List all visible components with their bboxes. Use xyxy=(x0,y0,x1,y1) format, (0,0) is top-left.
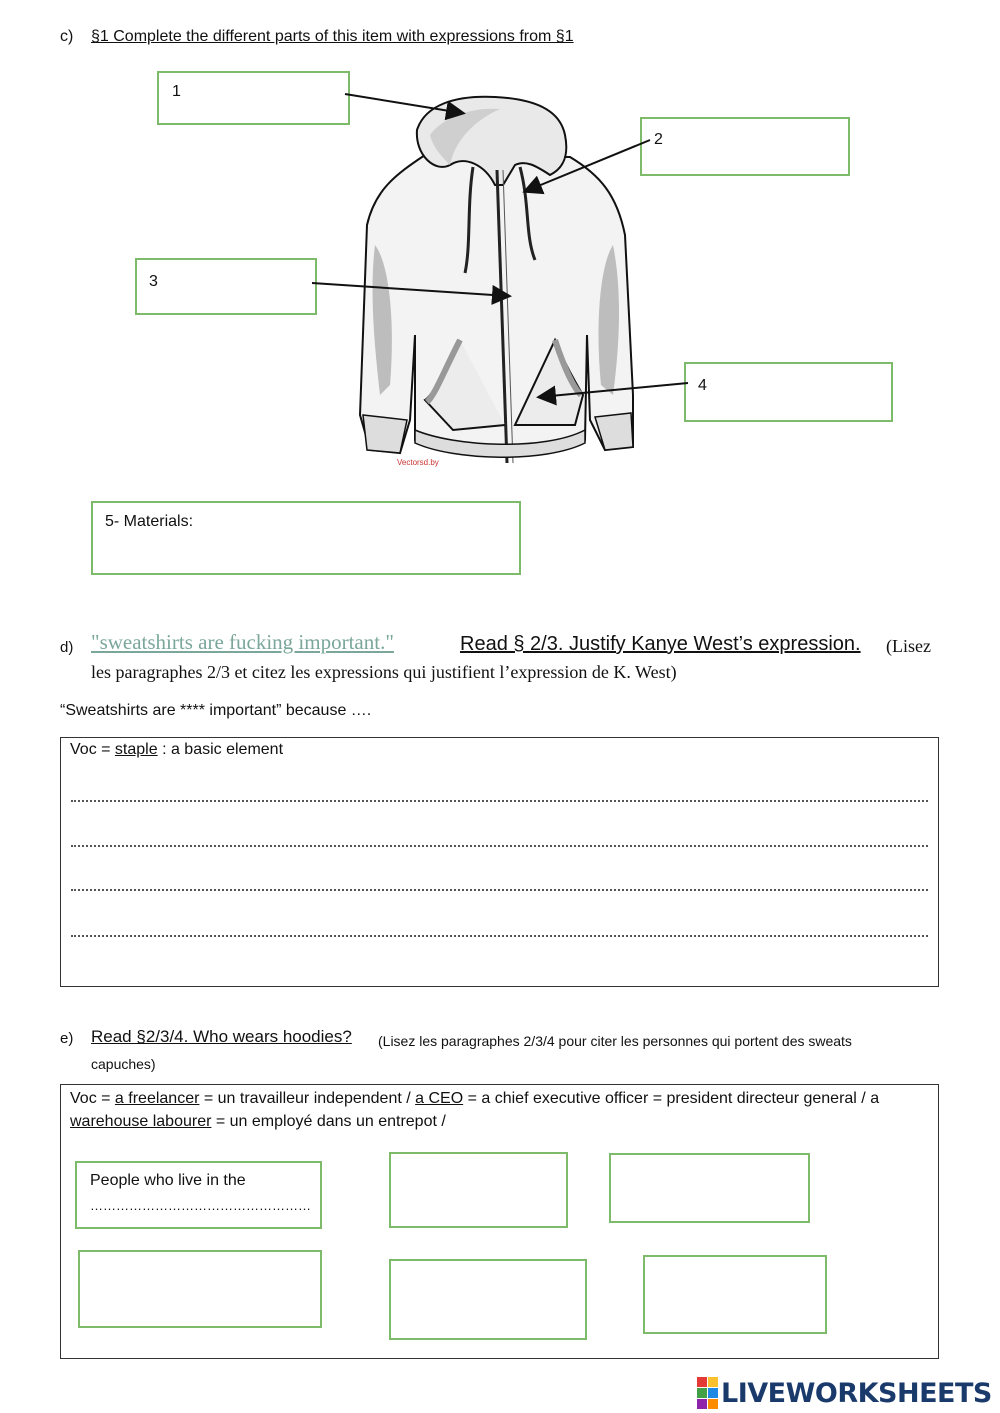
kanye-quote: "sweatshirts are fucking important." xyxy=(91,630,394,654)
hoodie-wearer-box-1[interactable] xyxy=(75,1161,322,1229)
hoodie-wearer-box-6[interactable] xyxy=(643,1255,827,1334)
section-e-french: (Lisez les paragraphes 2/3/4 pour citer les personnes qui portent des sweats capuches) xyxy=(91,1033,852,1072)
box-number-2: 2 xyxy=(654,131,663,148)
image-watermark: Vectorsd.by xyxy=(397,458,439,467)
voc-freelancer: a freelancer xyxy=(114,1090,200,1107)
box-number-4: 4 xyxy=(698,377,707,394)
section-c-title: §1 Complete the different parts of this item with expressions from §1 xyxy=(91,28,574,45)
voc-ceo: a CEO xyxy=(415,1090,464,1107)
answer-line-2[interactable] xyxy=(71,845,928,847)
box-label-people: People who live in the xyxy=(90,1172,246,1189)
voc-prefix-e: Voc = xyxy=(70,1090,115,1107)
box-number-1: 1 xyxy=(172,83,181,100)
box-dots: …………………………………………… xyxy=(90,1198,311,1213)
logo-text: LIVEWORKSHEETS xyxy=(721,1377,992,1409)
section-d-instruction: Read § 2/3. Justify Kanye West’s expression. xyxy=(460,633,861,655)
answer-line-4[interactable] xyxy=(71,935,928,937)
liveworksheets-logo[interactable] xyxy=(697,1377,992,1409)
section-d-french-2: les paragraphes 2/3 et citez les expressions qui justifient l’expression de K. West) xyxy=(91,662,677,682)
materials-label: 5- Materials: xyxy=(105,513,194,530)
voc-warehouse-labourer: warehouse labourer xyxy=(70,1113,212,1130)
voc-freelancer-def: = un travailleur independent / xyxy=(199,1090,416,1107)
voc-line-2 xyxy=(70,1113,446,1131)
pointer-arrows xyxy=(0,0,1000,480)
section-d-french-1: (Lisez xyxy=(886,636,931,656)
hoodie-wearer-box-5[interactable] xyxy=(389,1259,587,1340)
voc-ceo-def: = a chief executive officer = president directeur general / a xyxy=(463,1090,880,1107)
materials-box[interactable] xyxy=(91,501,521,575)
voc-staple xyxy=(70,741,283,759)
section-e-marker: e) xyxy=(60,1030,74,1047)
voc-definition: : a basic element xyxy=(157,741,284,758)
hoodie-wearer-box-2[interactable] xyxy=(389,1152,568,1228)
section-d-prompt: “Sweatshirts are **** important” because …. xyxy=(60,702,372,719)
voc-prefix: Voc = xyxy=(70,741,115,758)
box-number-3: 3 xyxy=(149,273,158,290)
voc-warehouse-def: = un employé dans un entrepot / xyxy=(211,1113,446,1130)
voc-word-staple: staple xyxy=(114,741,158,758)
section-d-answer-box[interactable] xyxy=(60,737,939,987)
section-c-marker: c) xyxy=(60,28,74,45)
logo-blocks-icon xyxy=(697,1377,718,1409)
hoodie-wearer-box-4[interactable] xyxy=(78,1250,322,1328)
answer-line-1[interactable] xyxy=(71,800,928,802)
voc-line-1 xyxy=(70,1090,879,1108)
section-d-marker: d) xyxy=(60,639,74,656)
answer-line-3[interactable] xyxy=(71,889,928,891)
section-e-title: Read §2/3/4. Who wears hoodies? xyxy=(91,1027,352,1046)
hoodie-wearer-box-3[interactable] xyxy=(609,1153,810,1223)
